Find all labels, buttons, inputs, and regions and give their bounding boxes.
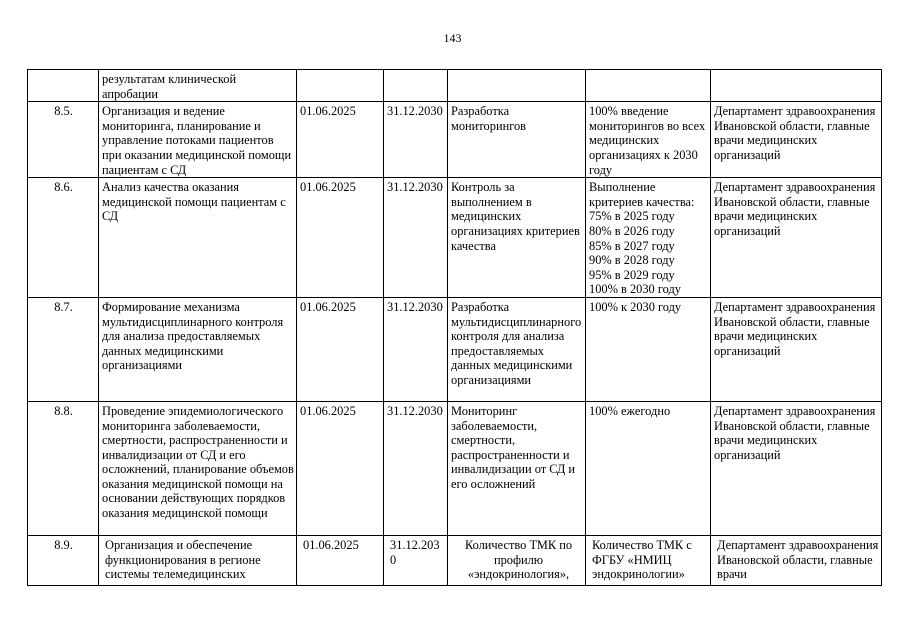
end-date-cell: 31.12.2030 — [384, 178, 448, 298]
table-row — [28, 102, 882, 178]
table-row — [28, 70, 882, 102]
responsible-cell: Департамент здравоохранения Ивановской области, главные врачи — [711, 535, 882, 585]
row-number-cell: 8.9. — [28, 535, 99, 585]
event-cell: результатам клинической апробации — [99, 70, 297, 102]
result-cell: Разработка мультидисциплинарного контроля для анализа предоставляемых данных медицинскими организациями — [448, 297, 586, 401]
indicator-line: 85% в 2027 году — [589, 238, 675, 253]
row-number-cell: 8.6. — [28, 178, 99, 298]
table-row — [28, 401, 882, 535]
indicator-line: Выполнение критериев качества: — [589, 180, 695, 209]
row-number-cell — [28, 70, 99, 102]
start-date-cell: 01.06.2025 — [297, 102, 384, 178]
start-date-cell: 01.06.2025 — [297, 535, 384, 585]
end-date-cell: 31.12.203 0 — [384, 535, 448, 585]
event-line: Организация и обеспечение — [105, 537, 253, 552]
indicator-cell: 100% введение мониторингов во всех медицинских организациях к 2030 году — [586, 102, 711, 178]
event-cell: Формирование механизма мультидисциплинарного контроля для анализа предоставляемых данных медицинскими организациями — [99, 297, 297, 401]
start-date-cell: 01.06.2025 — [297, 178, 384, 298]
row-number-cell: 8.7. — [28, 297, 99, 401]
event-line: функционирования в регионе — [105, 552, 261, 567]
start-date-cell: 01.06.2025 — [297, 297, 384, 401]
row-number-cell: 8.5. — [28, 102, 99, 178]
indicator-cell: 100% ежегодно — [586, 401, 711, 535]
end-date-cell: 31.12.2030 — [384, 102, 448, 178]
indicator-line: 95% в 2029 году — [589, 267, 675, 282]
indicator-line: 100% в 2030 году — [589, 282, 681, 297]
page-number: 143 — [443, 31, 462, 45]
end-date-cell — [384, 70, 448, 102]
indicator-line: 75% в 2025 году — [589, 209, 675, 224]
table-row — [28, 535, 882, 585]
responsible-cell: Департамент здравоохранения Ивановской области, главные врачи медицинских организаций — [711, 401, 882, 535]
row-number-cell: 8.8. — [28, 401, 99, 535]
table-row — [28, 178, 882, 298]
end-date-cell: 31.12.2030 — [384, 401, 448, 535]
indicator-cell: Количество ТМК с ФГБУ «НМИЦ эндокринологии» — [586, 535, 711, 585]
indicator-cell — [586, 178, 711, 298]
indicator-line: 80% в 2026 году — [589, 223, 675, 238]
responsible-cell — [711, 70, 882, 102]
indicator-cell — [586, 70, 711, 102]
result-cell: Контроль за выполнением в медицинских организациях критериев качества — [448, 178, 586, 298]
end-date-cell: 31.12.2030 — [384, 297, 448, 401]
responsible-cell: Департамент здравоохранения Ивановской области, главные врачи медицинских организаций — [711, 102, 882, 178]
indicator-line: 90% в 2028 году — [589, 253, 675, 268]
responsible-cell: Департамент здравоохранения Ивановской области, главные врачи медицинских организаций — [711, 297, 882, 401]
indicator-cell: 100% к 2030 году — [586, 297, 711, 401]
event-line: системы телемедицинских — [105, 567, 246, 582]
result-cell: Мониторинг заболеваемости, смертности, распространенности и инвалидизации от СД и его осложнений — [448, 401, 586, 535]
result-cell — [448, 70, 586, 102]
start-date-cell: 01.06.2025 — [297, 401, 384, 535]
result-cell: Разработка мониторингов — [448, 102, 586, 178]
event-cell — [99, 535, 297, 585]
responsible-cell: Департамент здравоохранения Ивановской области, главные врачи медицинских организаций — [711, 178, 882, 298]
plan-table — [27, 69, 882, 586]
start-date-cell — [297, 70, 384, 102]
event-cell: Организация и ведение мониторинга, планирование и управление потоками пациентов при оказании медицинской помощи пациентам с СД — [99, 102, 297, 178]
event-cell: Проведение эпидемиологического мониторинга заболеваемости, смертности, распространенности и инвалидизации от СД и его осложнений, планирование объемов оказания медицинской помощи на основании действующих порядков оказания медицинской помощи — [99, 401, 297, 535]
event-cell: Анализ качества оказания медицинской помощи пациентам с СД — [99, 178, 297, 298]
result-cell: Количество ТМК по профилю «эндокринология», — [448, 535, 586, 585]
table-row — [28, 297, 882, 401]
